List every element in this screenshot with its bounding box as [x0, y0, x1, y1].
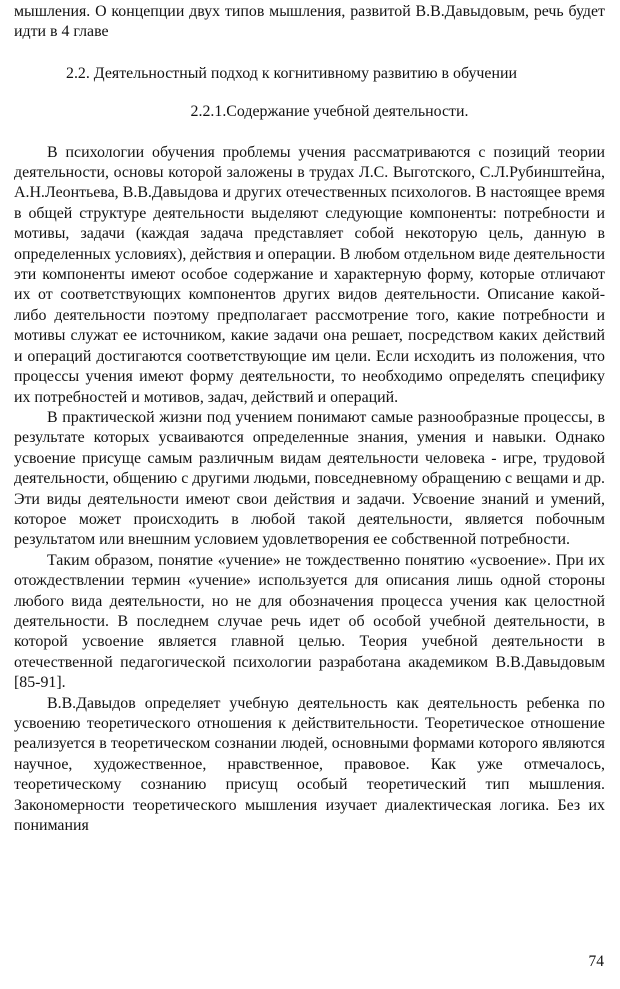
paragraph-4: В.В.Давыдов определяет учебную деятельность как деятельность ребенка по усвоению теоретического отношения к действительности. Теоретическое отношение реализуется в теоретическом сознании людей, основными формами которого являются научное, художественное, нравственное, правовое. Как уже отмечалось, теоретическому сознанию присущ особый теоретический тип мышления. Закономерности теоретического мышления изучает диалектическая логика. Без их понимания [14, 694, 605, 835]
paragraph-3: Таким образом, понятие «учение» не тождественно понятию «усвоение». При их отождествлении термин «учение» используется для описания лишь одной стороны любого вида деятельности, но не для обозначения процесса учения как целостной деятельности. В последнем случае речь идет об особой учебной деятельности, в которой усвоение является главной целью. Теория учебной деятельности в отечественной педагогической психологии разработана академиком В.В.Давыдовым [85-91]. [14, 551, 605, 692]
paragraph-2: В практической жизни под учением понимают самые разнообразные процессы, в результате которых усваиваются определенные знания, умения и навыки. Однако усвоение присуще самым различным видам деятельности человека - игре, трудовой деятельности, общению с другими людьми, повседневному обращению с вещами и др. Эти виды деятельности имеют свои действия и задачи. Усвоение знаний и умений, которое может происходить в любой такой деятельности, является побочным результатом или внешним условием удовлетворения ее собственной потребности. [14, 408, 605, 549]
paragraph-1: В психологии обучения проблемы учения рассматриваются с позиций теории деятельности, основы которой заложены в трудах Л.С. Выготского, С.Л.Рубинштейна, А.Н.Леонтьева, В.В.Давыдова и других отечественных психологов. В настоящее время в общей структуре деятельности выделяют следующие компоненты: потребности и мотивы, задачи (каждая задача представляет собой некоторую цель, данную в определенных условиях), действия и операции. В любом отдельном виде деятельности эти компоненты имеют особое содержание и характерную форму, которые отличают их от соответствующих компонентов других видов деятельности. Описание какой-либо деятельности поэтому предполагает рассмотрение того, какие потребности и мотивы служат ее источником, какие задачи она решает, посредством каких действий и операций достигаются соответствующие им цели. Если исходить из положения, что процессы учения имеют форму деятельности, то необходимо определять специфику их потребностей и мотивов, задач, действий и операций. [14, 143, 605, 406]
body-text [14, 143, 605, 837]
subsection-heading: 2.2.1.Содержание учебной деятельности. [190, 103, 469, 121]
section-heading: 2.2. Деятельностный подход к когнитивному развитию в обучении [66, 64, 517, 82]
intro-paragraph: мышления. О концепции двух типов мышления, развитой В.В.Давыдовым, речь будет идти в 4 главе [14, 3, 605, 41]
page-number: 74 [588, 953, 604, 970]
